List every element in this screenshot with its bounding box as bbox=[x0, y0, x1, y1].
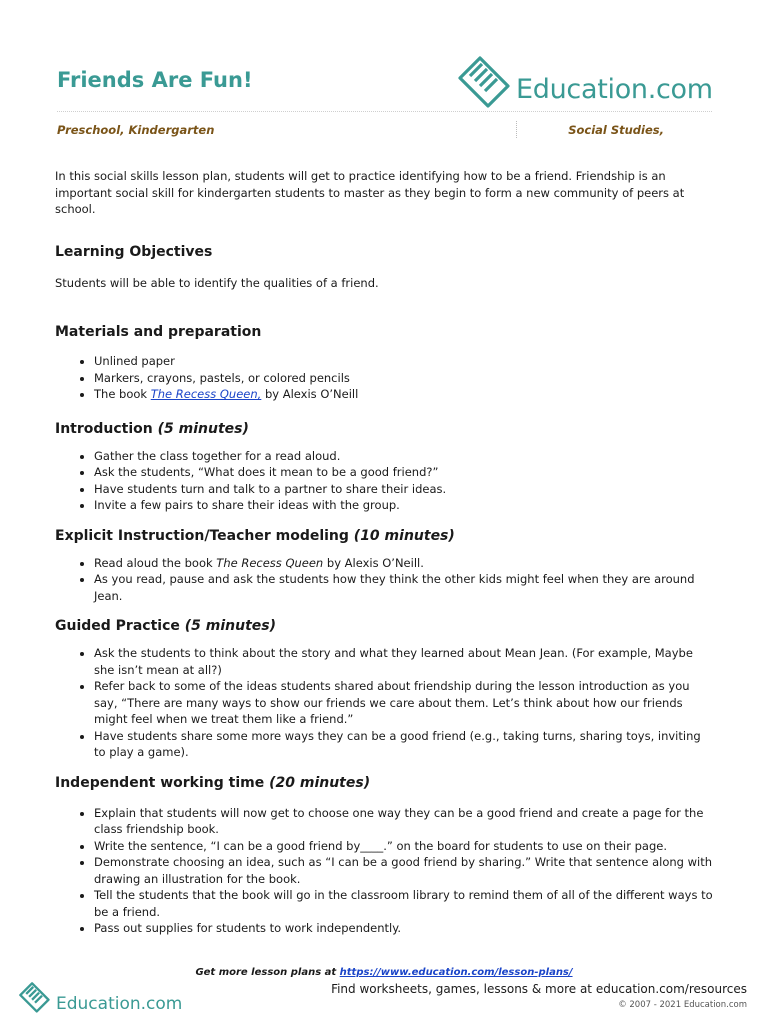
education-logo-icon bbox=[456, 56, 514, 110]
book-prefix: The book bbox=[94, 387, 151, 401]
education-logo[interactable] bbox=[456, 56, 716, 110]
footer-more-lessons bbox=[0, 967, 768, 978]
list-item: • Ask the students to think about the story and what they learned about Mean Jean. (For example, Maybe she isn’t mean at all?) bbox=[94, 645, 715, 678]
intro-paragraph: In this social skills lesson plan, students will get to practice identifying how to be a friend. Friendship is an important social skill for kindergarten students to master as they begin to form a new community of peers at school. bbox=[55, 169, 685, 216]
book-suffix: by Alexis O’Neill bbox=[261, 387, 359, 401]
heading-duration: (5 minutes) bbox=[157, 420, 249, 437]
heading-label: Introduction bbox=[55, 420, 153, 437]
book-title: The Recess Queen bbox=[216, 555, 324, 570]
lesson-content bbox=[55, 168, 715, 937]
list-item: • Ask the students, “What does it mean to be a good friend?” bbox=[94, 464, 715, 481]
list-item: • Tell the students that the book will go in the classroom library to remind them of all of the different ways to be a friend. bbox=[94, 887, 715, 920]
logo-wordmark: Education.com bbox=[516, 74, 713, 105]
guided-list bbox=[55, 645, 715, 761]
section-heading-independent bbox=[55, 774, 715, 792]
section-heading-explicit bbox=[55, 527, 715, 545]
list-item: • Have students share some more ways they can be a good friend (e.g., taking turns, sharing toys, inviting to play a game). bbox=[94, 728, 715, 761]
section-heading-introduction bbox=[55, 420, 715, 438]
footer-more-prefix: Get more lesson plans at bbox=[195, 967, 340, 978]
independent-list bbox=[55, 805, 715, 937]
section-heading-guided bbox=[55, 617, 715, 635]
footer-resources-text: Find worksheets, games, lessons & more at education.com/resources bbox=[331, 982, 747, 996]
objectives-text: Students will be able to identify the qualities of a friend. bbox=[55, 275, 379, 290]
grade-levels: Preschool, Kindergarten bbox=[57, 123, 215, 137]
subject-label: Social Studies, bbox=[568, 123, 664, 137]
heading-duration: (5 minutes) bbox=[184, 618, 277, 634]
list-item: • Markers, crayons, pastels, or colored pencils bbox=[94, 370, 715, 387]
materials-list bbox=[55, 353, 715, 403]
lesson-plans-link[interactable]: https://www.education.com/lesson-plans/ bbox=[339, 967, 573, 978]
heading-label: Explicit Instruction/Teacher modeling bbox=[55, 527, 349, 544]
list-item: • Explain that students will now get to choose one way they can be a good friend and create a page for the class friendship book. bbox=[94, 805, 715, 838]
list-item bbox=[94, 555, 715, 572]
footer-copyright: © 2007 - 2021 Education.com bbox=[618, 1000, 747, 1010]
list-item: • As you read, pause and ask the students how they think the other kids might feel when they are around Jean. bbox=[94, 571, 715, 604]
list-item bbox=[94, 386, 715, 403]
heading-duration: (10 minutes) bbox=[353, 527, 455, 544]
title-divider bbox=[57, 111, 712, 112]
item-text: Read aloud the book bbox=[94, 555, 217, 570]
page-title: Friends Are Fun! bbox=[57, 68, 253, 92]
heading-label: Guided Practice bbox=[55, 618, 180, 634]
list-item: • Have students turn and talk to a partner to share their ideas. bbox=[94, 481, 715, 498]
list-item: • Demonstrate choosing an idea, such as “I can be a good friend by sharing.” Write that sentence along with drawing an illustration for the book. bbox=[94, 854, 715, 887]
book-link[interactable]: The Recess Queen, bbox=[150, 387, 262, 401]
item-text: by Alexis O’Neill. bbox=[323, 555, 424, 570]
heading-duration: (20 minutes) bbox=[269, 774, 371, 791]
section-heading-materials: Materials and preparation bbox=[55, 324, 262, 340]
footer-education-logo[interactable] bbox=[18, 982, 183, 1016]
list-item: • Write the sentence, “I can be a good friend by____.” on the board for students to use on their page. bbox=[94, 838, 715, 855]
education-logo-icon bbox=[18, 982, 52, 1014]
list-item: • Unlined paper bbox=[94, 353, 715, 370]
introduction-list bbox=[55, 448, 715, 514]
list-item: • Invite a few pairs to share their ideas with the group. bbox=[94, 497, 715, 514]
list-item: • Gather the class together for a read aloud. bbox=[94, 448, 715, 465]
meta-divider bbox=[516, 121, 517, 138]
heading-label: Independent working time bbox=[55, 774, 265, 791]
list-item: • Refer back to some of the ideas students shared about friendship during the lesson introduction as you say, “There are many ways to show our friends we care about them. Let’s think about how our friends might feel when we treat them like a friend.” bbox=[94, 678, 715, 728]
section-heading-objectives: Learning Objectives bbox=[55, 243, 213, 260]
footer-logo-wordmark: Education.com bbox=[56, 994, 183, 1014]
explicit-list bbox=[55, 555, 715, 605]
list-item: • Pass out supplies for students to work independently. bbox=[94, 920, 715, 937]
